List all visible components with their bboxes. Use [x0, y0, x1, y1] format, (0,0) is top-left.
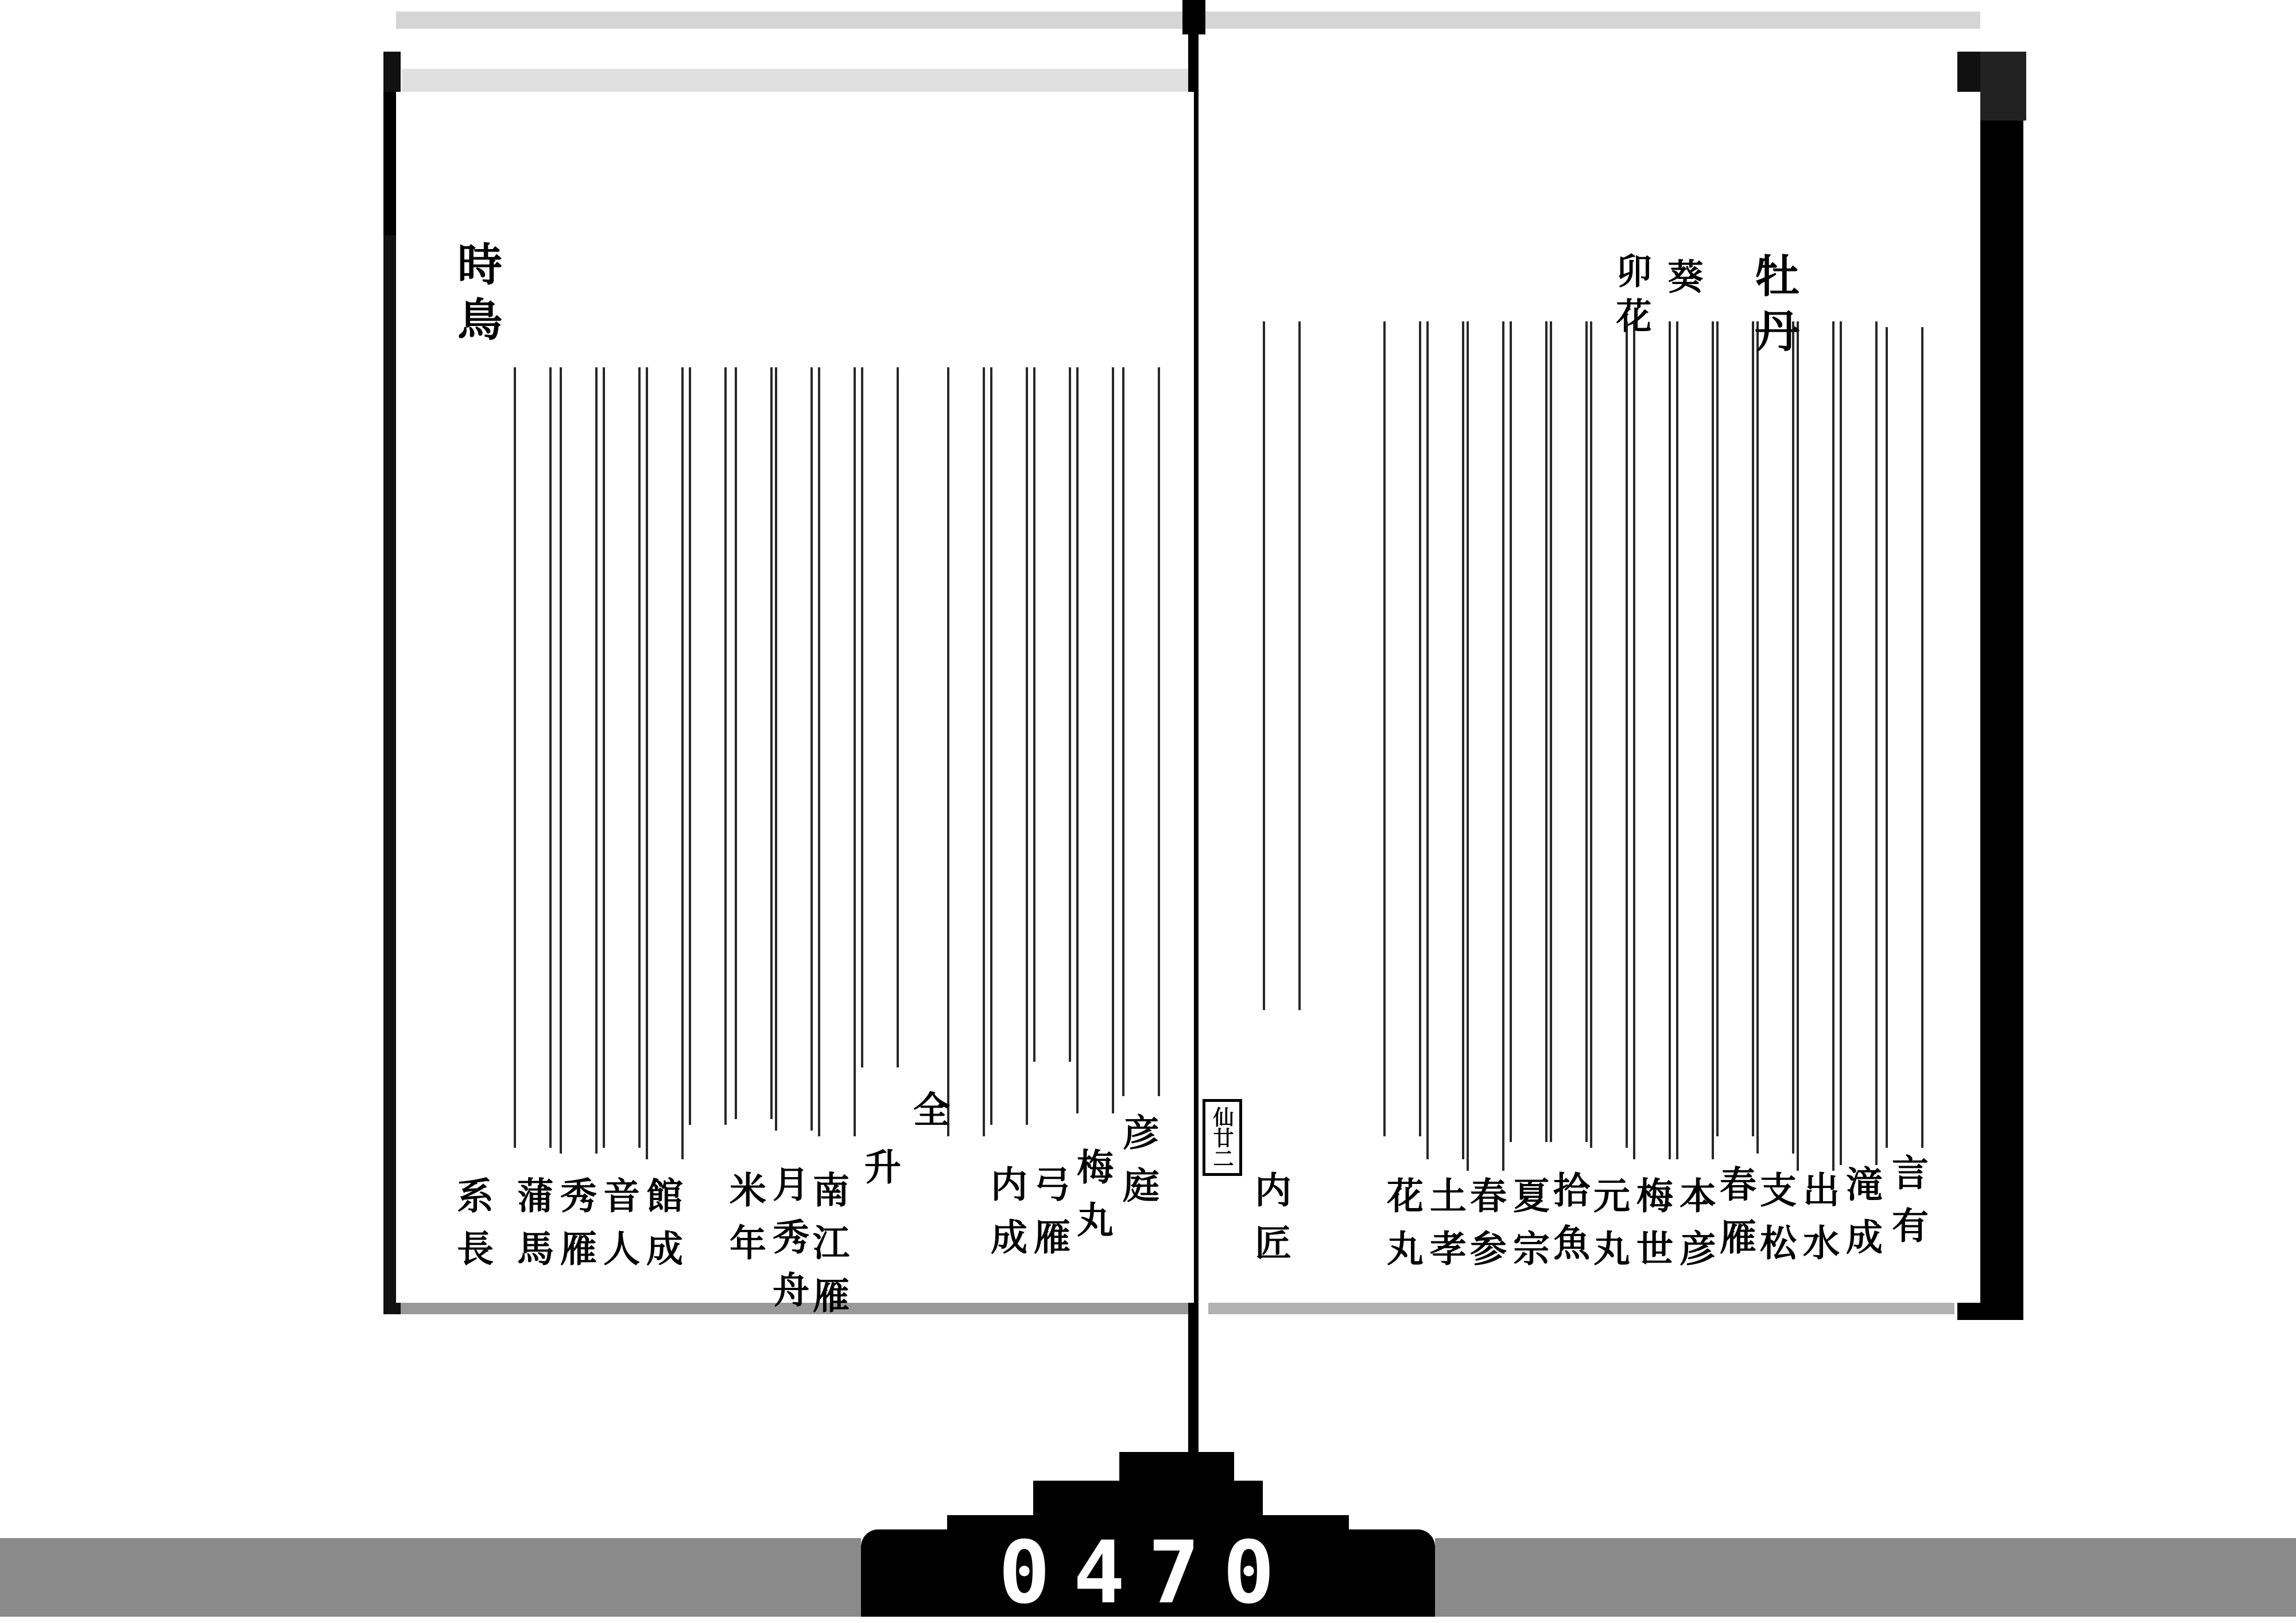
author-name: 系長 [451, 1177, 494, 1282]
author-name: 梅世 [1630, 1177, 1673, 1282]
author-name: 南江雁 [806, 1171, 850, 1329]
heading-aoi: 葵 [1662, 258, 1704, 303]
author-name: 春参 [1464, 1177, 1507, 1282]
frame-number: 0470 [861, 1529, 1435, 1617]
author-name: 支松 [1754, 1171, 1797, 1276]
author-name: 春雁 [1713, 1165, 1756, 1271]
author-name: 音人 [597, 1177, 640, 1282]
author-name: 花丸 [1380, 1177, 1424, 1282]
page-seal: 仙廿二 [1203, 1099, 1242, 1176]
author-name: 滝成 [1840, 1165, 1883, 1271]
author-name: 本彦 [1673, 1177, 1716, 1282]
author-name: 秀雁 [554, 1177, 597, 1282]
author-name: 内成 [984, 1165, 1027, 1271]
author-name: 弓雁 [1027, 1165, 1071, 1271]
author-name: 全 [907, 1090, 950, 1143]
author-name: 蒲馬 [511, 1177, 554, 1282]
heading-botan: 牡丹 [1747, 253, 1799, 363]
author-name: 出水 [1797, 1171, 1840, 1276]
author-name: 内匠 [1248, 1171, 1292, 1276]
author-name: 言有 [1886, 1154, 1929, 1259]
author-name: 升 [858, 1148, 901, 1201]
heading-hototogisu: 時鳥 [450, 241, 502, 351]
author-name: 米年 [723, 1171, 766, 1276]
author-name: 館成 [640, 1177, 683, 1282]
author-name: 月秀舟 [766, 1165, 809, 1323]
author-name: 拾魚 [1547, 1171, 1590, 1276]
heading-unohana: 卯花 [1610, 253, 1652, 342]
author-name: 元丸 [1587, 1177, 1630, 1282]
author-name: 彦庭 [1116, 1113, 1159, 1219]
author-name: 梅丸 [1071, 1148, 1114, 1253]
author-name: 夏宗 [1507, 1177, 1550, 1282]
author-name: 土孝 [1424, 1177, 1467, 1282]
